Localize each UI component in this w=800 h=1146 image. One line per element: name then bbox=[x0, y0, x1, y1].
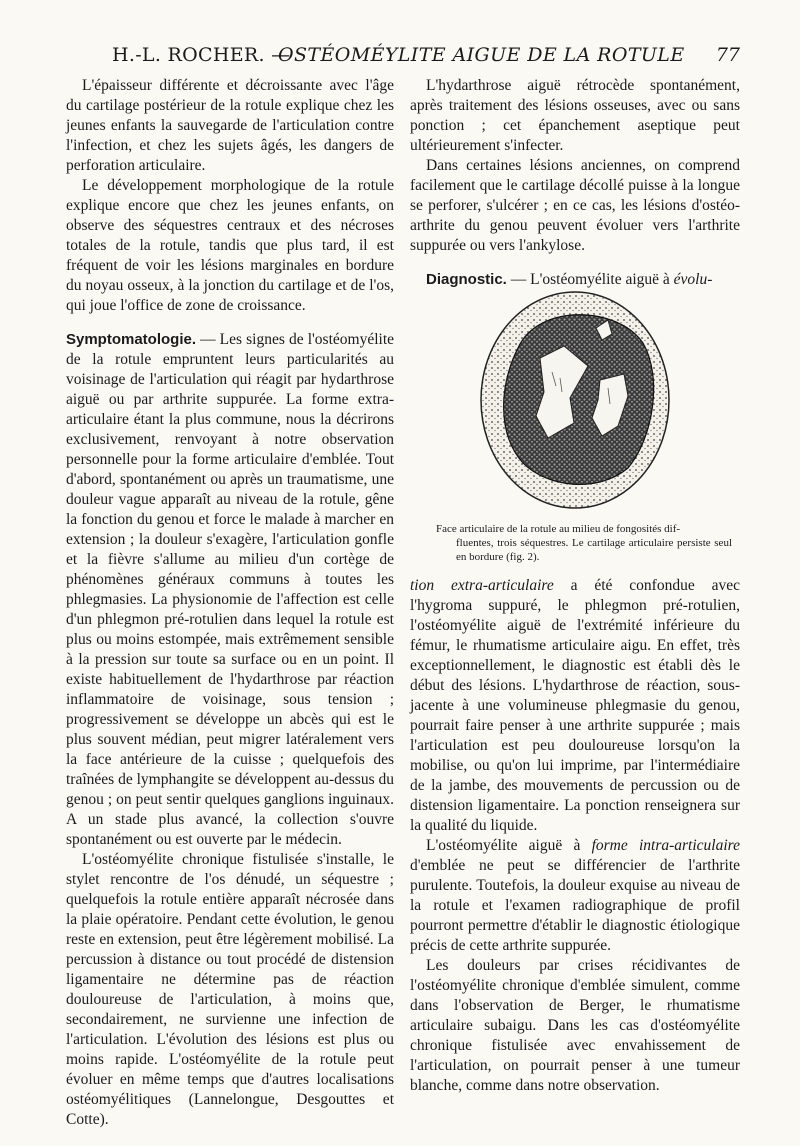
paragraph: L'ostéomyélite chronique fistulisée s'installe, le stylet rencontre de l'os dénudé, un séquestre ; quelquefois la rotule entière apparaît nécrosée dans la plaie opératoire. Pendant cette évolution, le genou reste en extension, peut être légèrement mobilisé. La percussion à distance ou tout procédé de distension ligamentaire ne détermine pas de réaction douloureuse de l'articulation, à moins que, secondairement, ne survienne une infection de l'articulation. L'évolution des lésions est plus ou moins rapide. L'ostéomyélite de la rotule peut évoluer en même temps que d'autres localisations ostéomyélitiques (Lannelongue, Desgouttes et Cotte). bbox=[66, 851, 394, 1128]
paragraph: Les douleurs par crises récidivantes de l'ostéomyélite chronique d'emblée simulent, comme dans l'observation de Berger, le rhumatisme articulaire subaigu. Dans les cas d'ostéomyélite chronique fistulisée avec envahissement de l'articulation, on pourrait penser à une tumeur blanche, comme dans notre observation. bbox=[410, 957, 740, 1094]
symptom-paragraph bbox=[66, 330, 394, 850]
section-heading-diagnostic: Diagnostic. bbox=[426, 271, 507, 288]
italic-text: tion extra-articulaire bbox=[410, 577, 554, 594]
italic-text: évolu- bbox=[673, 271, 713, 288]
paragraph: L'hydarthrose aiguë rétrocède spontanément, après traitement des lésions osseuses, avec ou sans ponction ; cet épanchement aseptique peut ultérieurement s'infecter. bbox=[410, 77, 740, 154]
paragraph-lead: L'ostéomyélite aiguë à bbox=[426, 837, 592, 854]
figure-caption bbox=[436, 522, 732, 564]
left-column bbox=[66, 76, 394, 1130]
caption-continuation: fluentes, trois séquestres. Le cartilage articulaire persiste seul en bordure (fig. 2). bbox=[456, 537, 732, 563]
diagnostic-paragraph bbox=[410, 270, 740, 290]
paragraph: Le développement morphologique de la rotule explique encore que chez les jeunes enfants, on observe des séquestres centraux et des nécroses totales de la rotule, tandis que plus tard, il est fréquent de voir les lésions marginales en bordure du noyau osseux, à la jonction du cartilage et de l'os, qui joue l'office de zone de croissance. bbox=[66, 177, 394, 314]
paragraph: L'épaisseur différente et décroissante avec l'âge du cartilage postérieur de la rotule explique chez les jeunes enfants la sauvegarde de l'articulation contre l'infection, et chez les sujets âgés, les dangers de perforation articulaire. bbox=[66, 77, 394, 174]
right-column-top bbox=[410, 76, 740, 290]
paragraph bbox=[410, 836, 740, 956]
header-title: OSTÉOMÉYLITE AIGUE DE LA ROTULE bbox=[278, 44, 685, 66]
right-column-bottom bbox=[410, 576, 740, 1096]
diagnostic-continuation bbox=[410, 576, 740, 836]
paragraph: Dans certaines lésions anciennes, on comprend facilement que le cartilage décollé puisse à la longue se perforer, s'ulcérer ; en ce cas, les lésions d'ostéo-arthrite du genou peuvent évoluer vers l'arthrite suppurée ou vers l'ankylose. bbox=[410, 157, 740, 254]
patella-drawing bbox=[478, 288, 672, 514]
header-author: H.-L. ROCHER. — bbox=[112, 44, 291, 66]
paragraph-text: — Les signes de l'ostéomyélite de la rotule empruntent leurs particularités au voisinage de l'articulation qui réagit par hydarthrose aiguë ou par arthrite suppurée. La forme extra-articulaire étant la plus commune, nous la décrirons exclusivement, renvoyant à notre observation personnelle pour la forme articulaire d'emblée. Tout d'abord, spontanément ou après un traumatisme, une douleur vague apparaît au niveau de la rotule, gêne la fonction du genou et force le malade à marcher en extension ; la douleur s'exagère, l'articulation gonfle et la fièvre s'allume au milieu d'un cortège de phénomènes généraux communs à toutes les phlegmasies. La physionomie de l'affection est celle d'un phlegmon pré-rotulien dans lequel la rotule est plus ou moins estompée, mais extrêmement sensible à la pression sur toute sa surface ou en un point. Il existe habituellement de l'hydarthrose par réaction inflammatoire de voisinage, sous tension ; progressivement se développe un abcès qui est le plus souvent médian, peut migrer latéralement vers la face antérieure de la cuisse ; quelquefois des traînées de lymphangite se développent au-dessus du genou ; on peut sentir quelques ganglions inguinaux. A un stade plus avancé, la collection s'ouvre spontanément ou est ouverte par le médecin. bbox=[66, 331, 394, 848]
fungosities-area bbox=[504, 315, 654, 485]
page-number: 77 bbox=[715, 44, 740, 66]
caption-line: Face articulaire de la rotule au milieu de fongosités dif- bbox=[436, 523, 681, 535]
running-header bbox=[60, 44, 740, 74]
italic-text: forme intra-articulaire bbox=[591, 837, 740, 854]
figure-patella-illustration bbox=[478, 288, 672, 514]
paragraph-text: d'emblée ne peut se différencier de l'arthrite purulente. Toutefois, la douleur exquise au niveau de la rotule et l'examen radiographique de profil pourront permettre d'établir le diagnostic étiologique précis de cette arthrite suppurée. bbox=[410, 857, 740, 954]
paragraph-text: a été confondue avec l'hygroma suppuré, le phlegmon pré-rotulien, l'ostéomyélite aiguë de l'extrémité inférieure du fémur, le rhumatisme articulaire aigu. En effet, très exceptionnellement, le diagnostic est établi dès le début des lésions. L'hydarthrose de réaction, sous-jacente à une volumineuse phlegmasie du genou, pourrait faire penser à une arthrite suppurée ; mais l'articulation est peu douloureuse lorsqu'on la mobilise, ou qu'on lui imprime, par l'intermédiaire de la jambe, des mouvements de percussion ou de distension ligamentaire. La ponction renseignera sur la qualité du liquide. bbox=[410, 577, 740, 834]
paragraph-text: — L'ostéomyélite aiguë à bbox=[506, 271, 674, 288]
section-heading-symptomatologie: Symptomatologie. bbox=[66, 331, 197, 348]
